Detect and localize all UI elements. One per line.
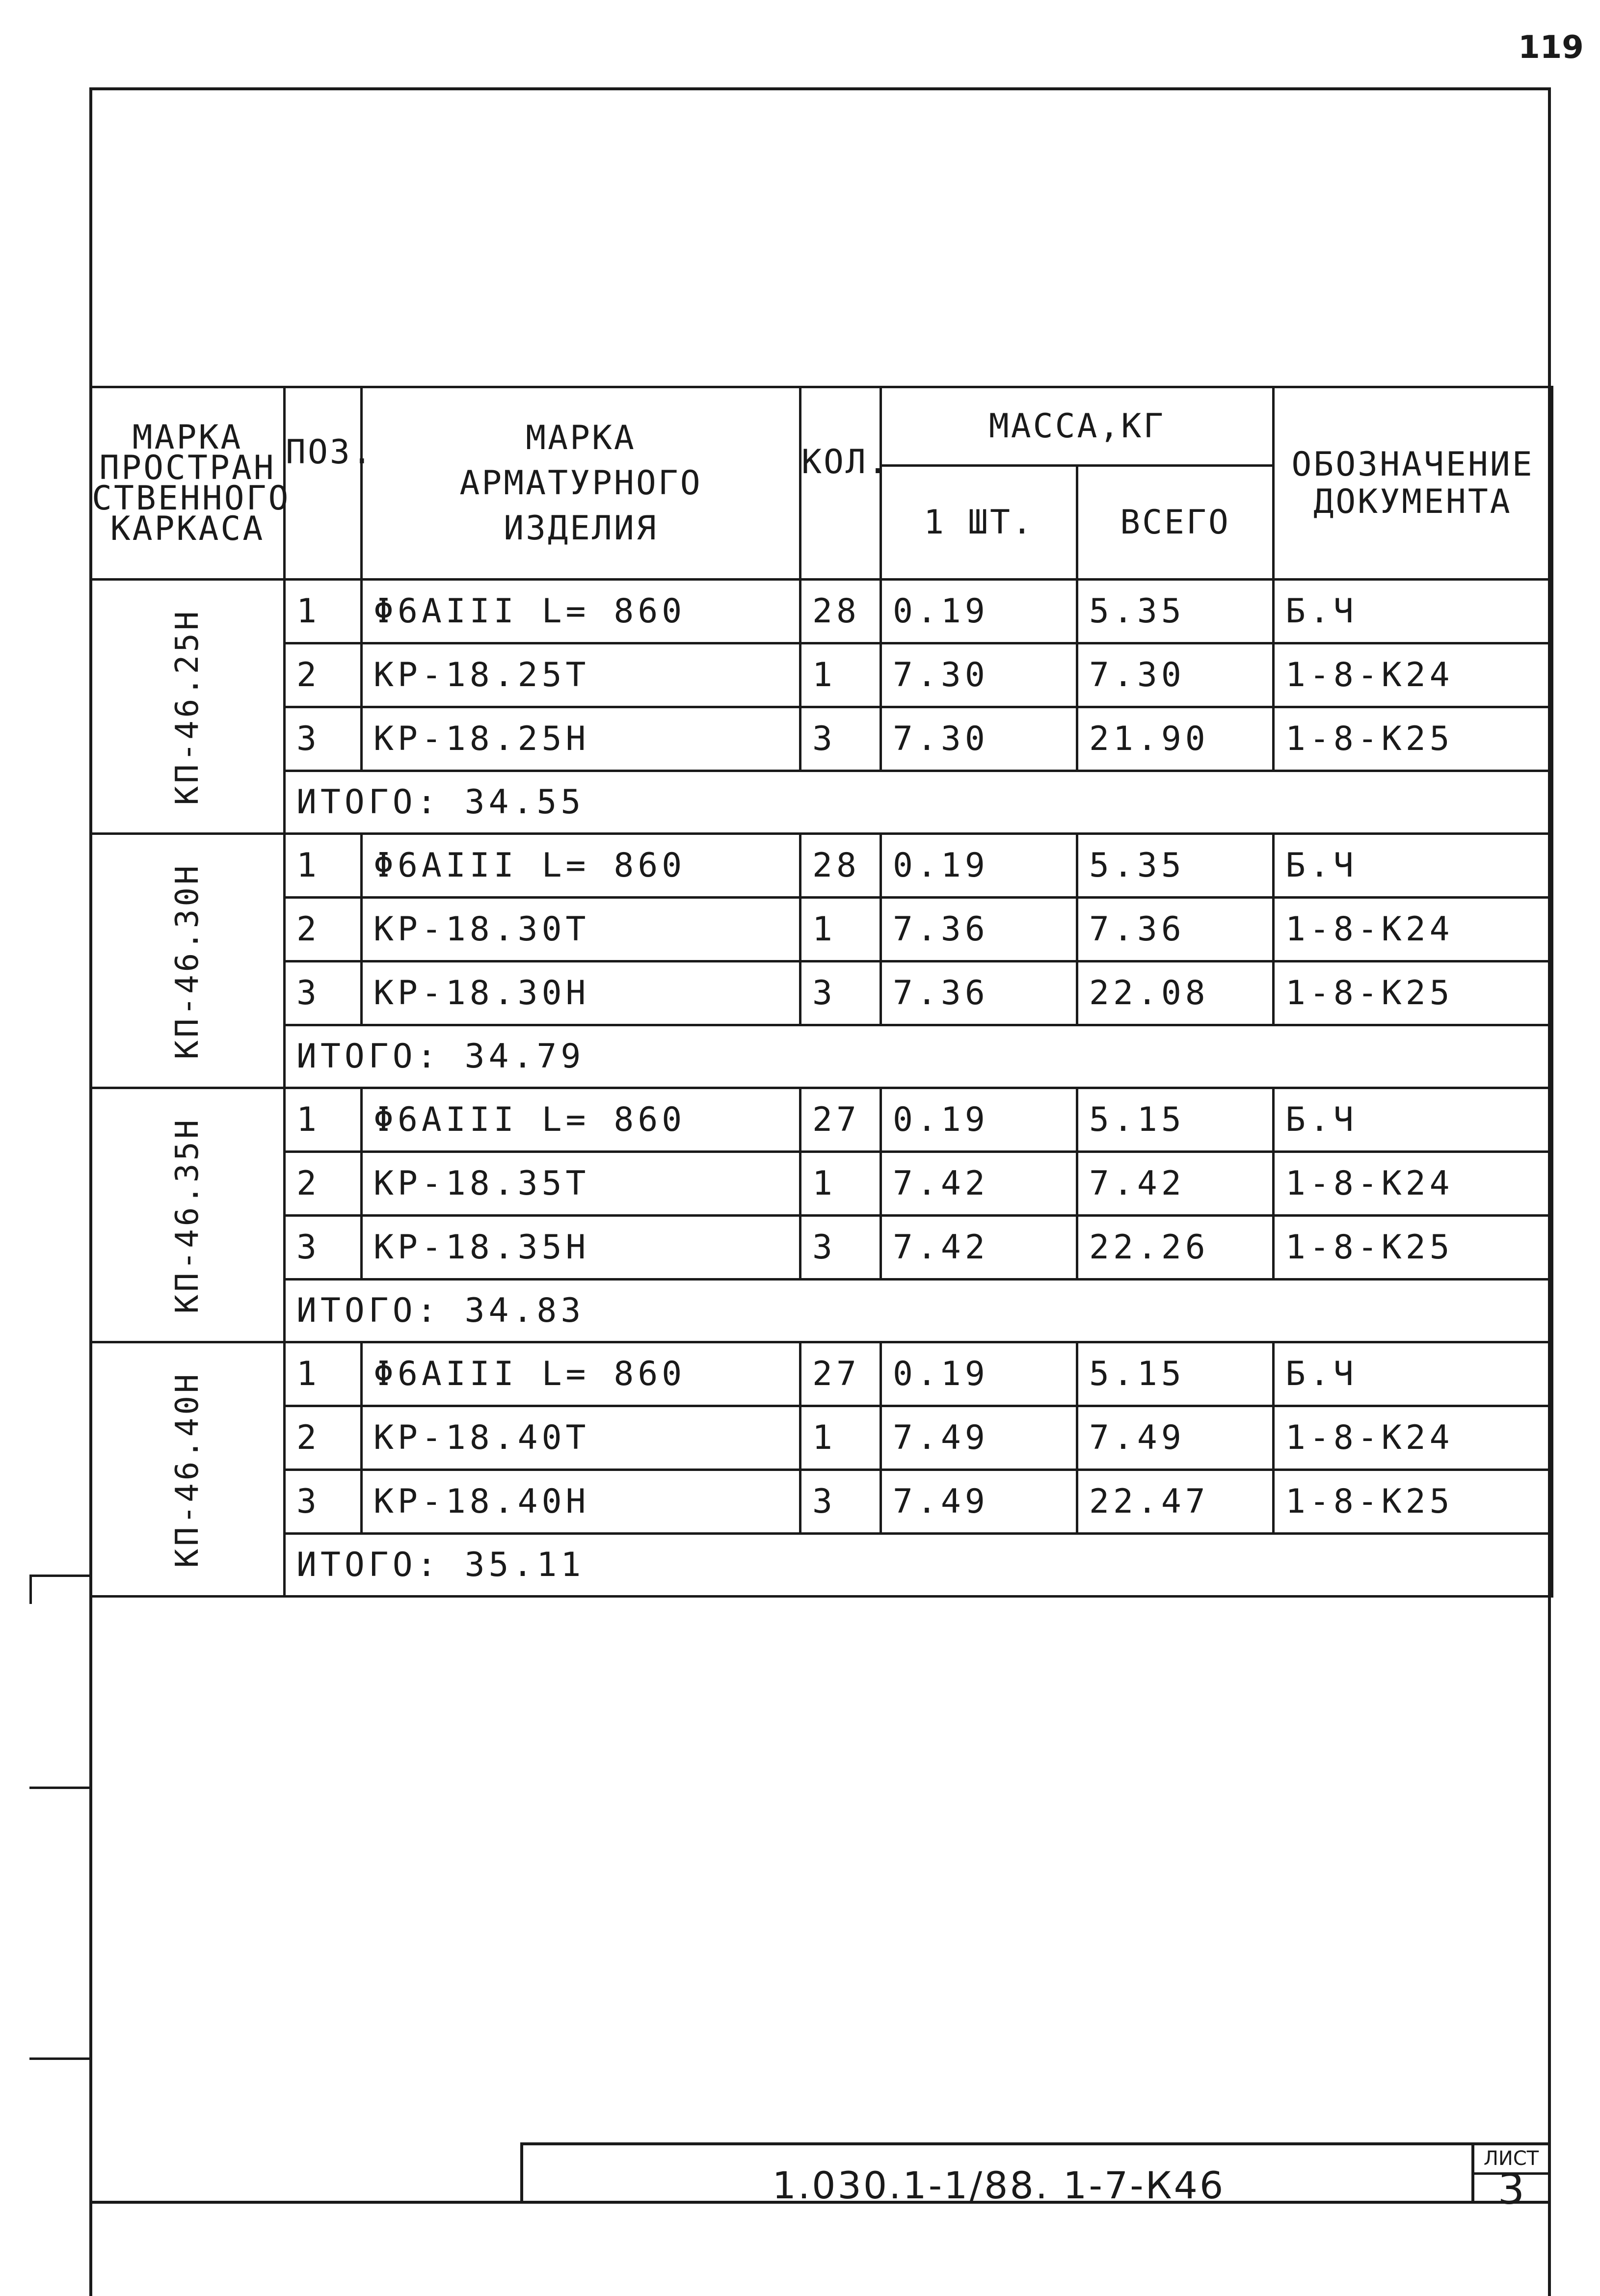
- binding-mark: [29, 1787, 90, 1789]
- item-cell: Φ6AIII L= 860: [362, 1342, 800, 1406]
- table-row: [91, 580, 1552, 643]
- total-row: [91, 1280, 1552, 1342]
- item-cell: КР-18.35Н: [362, 1216, 800, 1280]
- pos-cell: 3: [285, 961, 362, 1025]
- mass-one-cell: 0.19: [881, 1088, 1077, 1152]
- item-cell: КР-18.40Т: [362, 1406, 800, 1470]
- mass-one-cell: 7.30: [881, 707, 1077, 771]
- pos-cell: 3: [285, 1216, 362, 1280]
- item-cell: Φ6AIII L= 860: [362, 834, 800, 898]
- frame-mark-cell: [91, 1088, 285, 1342]
- pos-cell: 2: [285, 643, 362, 707]
- mass-one-cell: 7.42: [881, 1216, 1077, 1280]
- pos-cell: 3: [285, 1470, 362, 1534]
- frame-mark-cell: [91, 1342, 285, 1597]
- item-cell: Φ6AIII L= 860: [362, 1088, 800, 1152]
- table-row: [91, 1088, 1552, 1152]
- mass-total-cell: 22.26: [1077, 1216, 1274, 1280]
- qty-cell: 1: [800, 643, 881, 707]
- mass-total-cell: 22.47: [1077, 1470, 1274, 1534]
- page-number: 119: [1518, 29, 1584, 66]
- mass-one-cell: 0.19: [881, 834, 1077, 898]
- item-cell: Φ6AIII L= 860: [362, 580, 800, 643]
- pos-cell: 1: [285, 1342, 362, 1406]
- mass-total-cell: 7.30: [1077, 643, 1274, 707]
- pos-cell: 3: [285, 707, 362, 771]
- doc-cell: Б.Ч: [1274, 580, 1552, 643]
- binding-mark: [29, 1575, 90, 1577]
- doc-cell: 1-8-К25: [1274, 961, 1552, 1025]
- qty-cell: 28: [800, 580, 881, 643]
- header-qty: КОЛ.: [800, 387, 881, 580]
- sheet-number: 3: [1497, 2165, 1525, 2214]
- table-row: [91, 707, 1552, 771]
- qty-cell: 1: [800, 1406, 881, 1470]
- document-code: 1.030.1-1/88. 1-7-К46: [772, 2163, 1226, 2207]
- doc-cell: 1-8-К25: [1274, 1216, 1552, 1280]
- mass-total-cell: 7.49: [1077, 1406, 1274, 1470]
- frame-mark: КП-46.30Н: [169, 862, 206, 1059]
- mass-total-cell: 5.35: [1077, 834, 1274, 898]
- header-pos: ПОЗ.: [285, 387, 362, 580]
- mass-one-cell: 7.42: [881, 1152, 1077, 1216]
- header-frame-mark: МАРКА ПРОСТРАН СТВЕННОГО КАРКАСА: [91, 387, 285, 580]
- table-row: [91, 643, 1552, 707]
- binding-mark: [29, 2057, 90, 2060]
- table-row: [91, 1216, 1552, 1280]
- qty-cell: 3: [800, 1216, 881, 1280]
- table-header-row: [91, 387, 1552, 466]
- table-row: [91, 898, 1552, 961]
- mass-one-cell: 0.19: [881, 580, 1077, 643]
- doc-cell: 1-8-К25: [1274, 1470, 1552, 1534]
- frame-mark-cell: [91, 580, 285, 834]
- binding-mark: [29, 1575, 32, 1604]
- table-row: [91, 1406, 1552, 1470]
- doc-cell: 1-8-К24: [1274, 1406, 1552, 1470]
- mass-total-cell: 22.08: [1077, 961, 1274, 1025]
- total-row: [91, 1025, 1552, 1088]
- table-row: [91, 961, 1552, 1025]
- specification-table: [89, 386, 1553, 1598]
- item-cell: КР-18.35Т: [362, 1152, 800, 1216]
- qty-cell: 27: [800, 1088, 881, 1152]
- total-row: [91, 1534, 1552, 1597]
- table-row: [91, 1470, 1552, 1534]
- total-cell: ИТОГО: 34.83: [285, 1280, 1552, 1342]
- mass-one-cell: 7.36: [881, 961, 1077, 1025]
- item-cell: КР-18.30Т: [362, 898, 800, 961]
- mass-one-cell: 7.49: [881, 1470, 1077, 1534]
- qty-cell: 28: [800, 834, 881, 898]
- item-cell: КР-18.25Н: [362, 707, 800, 771]
- item-cell: КР-18.40Н: [362, 1470, 800, 1534]
- item-cell: КР-18.30Н: [362, 961, 800, 1025]
- table-row: [91, 1342, 1552, 1406]
- qty-cell: 1: [800, 1152, 881, 1216]
- pos-cell: 1: [285, 1088, 362, 1152]
- frame-mark: КП-46.40Н: [169, 1371, 206, 1568]
- pos-cell: 1: [285, 580, 362, 643]
- mass-total-cell: 21.90: [1077, 707, 1274, 771]
- doc-cell: 1-8-К24: [1274, 643, 1552, 707]
- header-document: ОБОЗНАЧЕНИЕ ДОКУМЕНТА: [1274, 387, 1552, 580]
- item-cell: КР-18.25Т: [362, 643, 800, 707]
- qty-cell: 3: [800, 961, 881, 1025]
- doc-cell: Б.Ч: [1274, 1088, 1552, 1152]
- frame-mark: КП-46.25Н: [169, 608, 206, 805]
- mass-one-cell: 7.36: [881, 898, 1077, 961]
- mass-total-cell: 7.36: [1077, 898, 1274, 961]
- mass-total-cell: 5.15: [1077, 1342, 1274, 1406]
- doc-cell: 1-8-К24: [1274, 898, 1552, 961]
- mass-total-cell: 7.42: [1077, 1152, 1274, 1216]
- total-cell: ИТОГО: 34.55: [285, 771, 1552, 834]
- qty-cell: 3: [800, 707, 881, 771]
- table-row: [91, 834, 1552, 898]
- header-mass-one: 1 ШТ.: [881, 466, 1077, 580]
- mass-one-cell: 7.30: [881, 643, 1077, 707]
- total-cell: ИТОГО: 35.11: [285, 1534, 1552, 1597]
- qty-cell: 1: [800, 898, 881, 961]
- mass-total-cell: 5.15: [1077, 1088, 1274, 1152]
- table-row: [91, 1152, 1552, 1216]
- header-mass-total: ВСЕГО: [1077, 466, 1274, 580]
- header-mass: МАССА,КГ: [881, 387, 1274, 466]
- pos-cell: 2: [285, 1406, 362, 1470]
- header-item-mark: МАРКА АРМАТУРНОГО ИЗДЕЛИЯ: [362, 387, 800, 580]
- mass-one-cell: 0.19: [881, 1342, 1077, 1406]
- frame-mark-cell: [91, 834, 285, 1088]
- pos-cell: 2: [285, 1152, 362, 1216]
- doc-cell: 1-8-К25: [1274, 707, 1552, 771]
- total-row: [91, 771, 1552, 834]
- doc-cell: Б.Ч: [1274, 1342, 1552, 1406]
- qty-cell: 3: [800, 1470, 881, 1534]
- total-cell: ИТОГО: 34.79: [285, 1025, 1552, 1088]
- doc-cell: Б.Ч: [1274, 834, 1552, 898]
- qty-cell: 27: [800, 1342, 881, 1406]
- pos-cell: 1: [285, 834, 362, 898]
- sheet-label: ЛИСТ: [1474, 2145, 1548, 2175]
- pos-cell: 2: [285, 898, 362, 961]
- doc-cell: 1-8-К24: [1274, 1152, 1552, 1216]
- mass-total-cell: 5.35: [1077, 580, 1274, 643]
- mass-one-cell: 7.49: [881, 1406, 1077, 1470]
- frame-mark: КП-46.35Н: [169, 1117, 206, 1313]
